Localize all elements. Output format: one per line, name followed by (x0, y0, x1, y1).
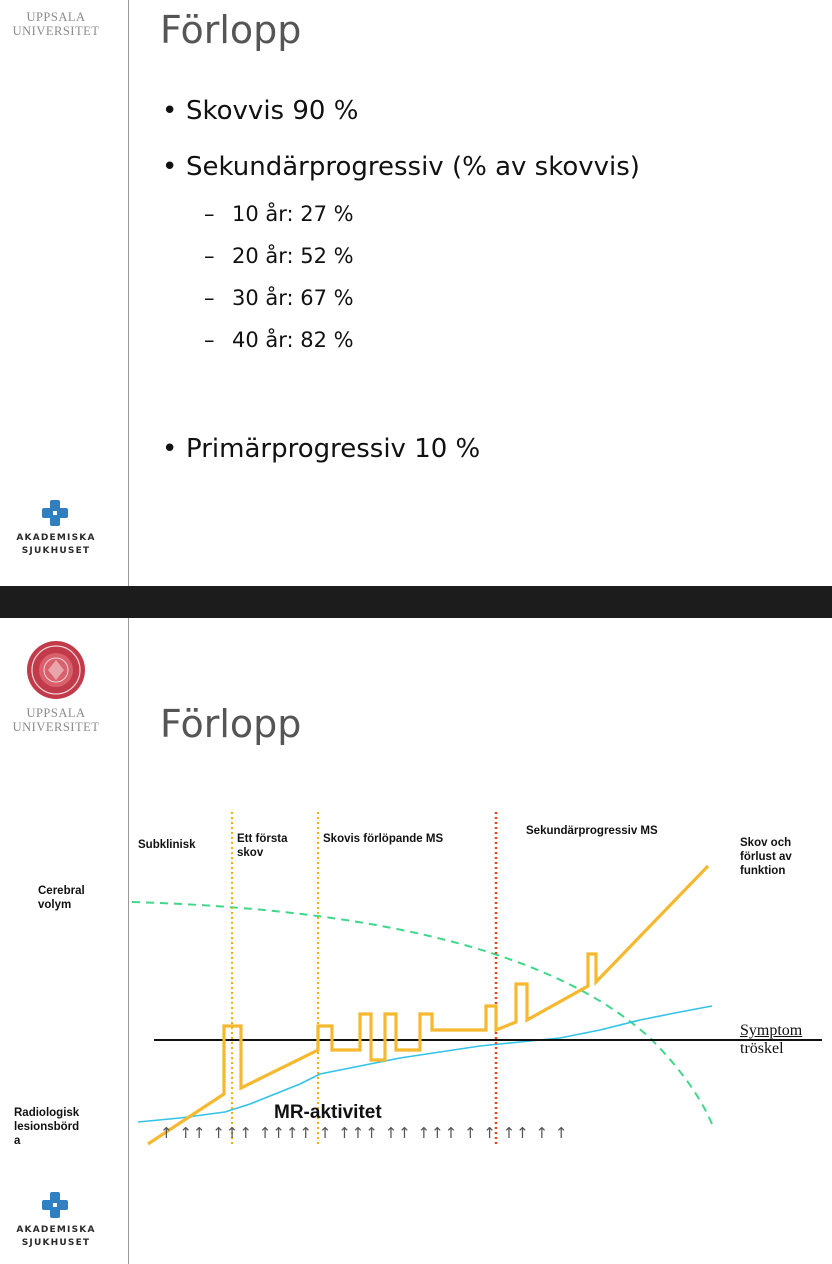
sub-bullet-text: 10 år: 27 % (232, 202, 354, 226)
bullet-dot-icon: • (162, 434, 178, 464)
sub-bullet-text: 30 år: 67 % (232, 286, 354, 310)
akademiska-logo-text (0, 1224, 112, 1250)
logo-line: AKADEMISKA (16, 1225, 96, 1235)
bullet-text: Primärprogressiv 10 % (186, 434, 481, 464)
label-line: Symptom (740, 1022, 803, 1039)
akademiska-cross-icon (40, 1190, 70, 1220)
logo-line: UPPSALA (26, 706, 86, 720)
dash-icon: – (204, 244, 215, 268)
akademiska-cross-icon (40, 498, 70, 528)
label-line: lesionsbörd (14, 1121, 80, 1133)
slide-2 (0, 618, 832, 1264)
label-line: funktion (740, 865, 786, 877)
ms-course-diagram (0, 618, 832, 1264)
label-line: Cerebral (38, 885, 85, 897)
sub-bullet-item (204, 328, 354, 352)
sub-bullet-item (204, 244, 354, 268)
sub-bullet-item (204, 202, 354, 226)
sub-bullet-text: 40 år: 82 % (232, 328, 354, 352)
phase-label-skovis: Skovis förlöpande MS (323, 833, 444, 845)
label-line: tröskel (740, 1040, 784, 1057)
bullet-dot-icon: • (162, 96, 178, 126)
logo-line: SJUKHUSET (21, 546, 91, 556)
slide-divider-line (128, 0, 129, 586)
slide-1 (0, 0, 832, 586)
dash-icon: – (204, 328, 215, 352)
phase-label-subklinisk: Subklinisk (138, 839, 196, 851)
bullet-text: Skovvis 90 % (186, 96, 359, 126)
logo-line: UPPSALA (26, 10, 86, 24)
label-skov-och-forlust (740, 836, 792, 878)
label-line: skov (237, 847, 264, 859)
dash-icon: – (204, 202, 215, 226)
page-title: Förlopp (160, 702, 302, 746)
label-line: Ett första (237, 833, 288, 845)
uppsala-logo-text (0, 10, 112, 38)
sub-bullet-item (204, 286, 354, 310)
label-mr-aktivitet: MR-aktivitet (274, 1102, 382, 1123)
logo-line: AKADEMISKA (16, 533, 96, 543)
label-radiologisk-lesionsborda (14, 1106, 79, 1148)
mr-activity-arrows: ↑ ↑↑ ↑↑↑ ↑↑↑↑ ↑ ↑↑↑ ↑↑ ↑↑↑ ↑ ↑ ↑↑ ↑ ↑ (160, 1124, 569, 1142)
bullet-item (162, 96, 358, 126)
label-cerebral-volym (38, 884, 85, 912)
logo-line: SJUKHUSET (21, 1238, 91, 1248)
uppsala-seal-icon (38, 0, 72, 4)
label-line: Radiologisk (14, 1107, 80, 1119)
phase-label-sekundarprogressiv: Sekundärprogressiv MS (526, 825, 658, 837)
sub-bullet-text: 20 år: 52 % (232, 244, 354, 268)
label-symptom-troskel (740, 1022, 802, 1058)
bullet-item (162, 434, 480, 464)
label-line: a (14, 1135, 21, 1147)
logo-line: UNIVERSITET (12, 720, 100, 734)
bullet-item (162, 152, 640, 182)
page-title: Förlopp (160, 8, 302, 52)
akademiska-logo-text (0, 532, 112, 558)
bullet-dot-icon: • (162, 152, 178, 182)
slide-separator (0, 586, 832, 618)
label-line: förlust av (740, 851, 792, 863)
bullet-text: Sekundärprogressiv (% av skovvis) (186, 152, 640, 182)
label-line: volym (38, 899, 72, 911)
label-line: Skov och (740, 837, 792, 849)
dash-icon: – (204, 286, 215, 310)
logo-line: UNIVERSITET (12, 24, 100, 38)
phase-label-ett-forsta-skov (237, 832, 287, 860)
